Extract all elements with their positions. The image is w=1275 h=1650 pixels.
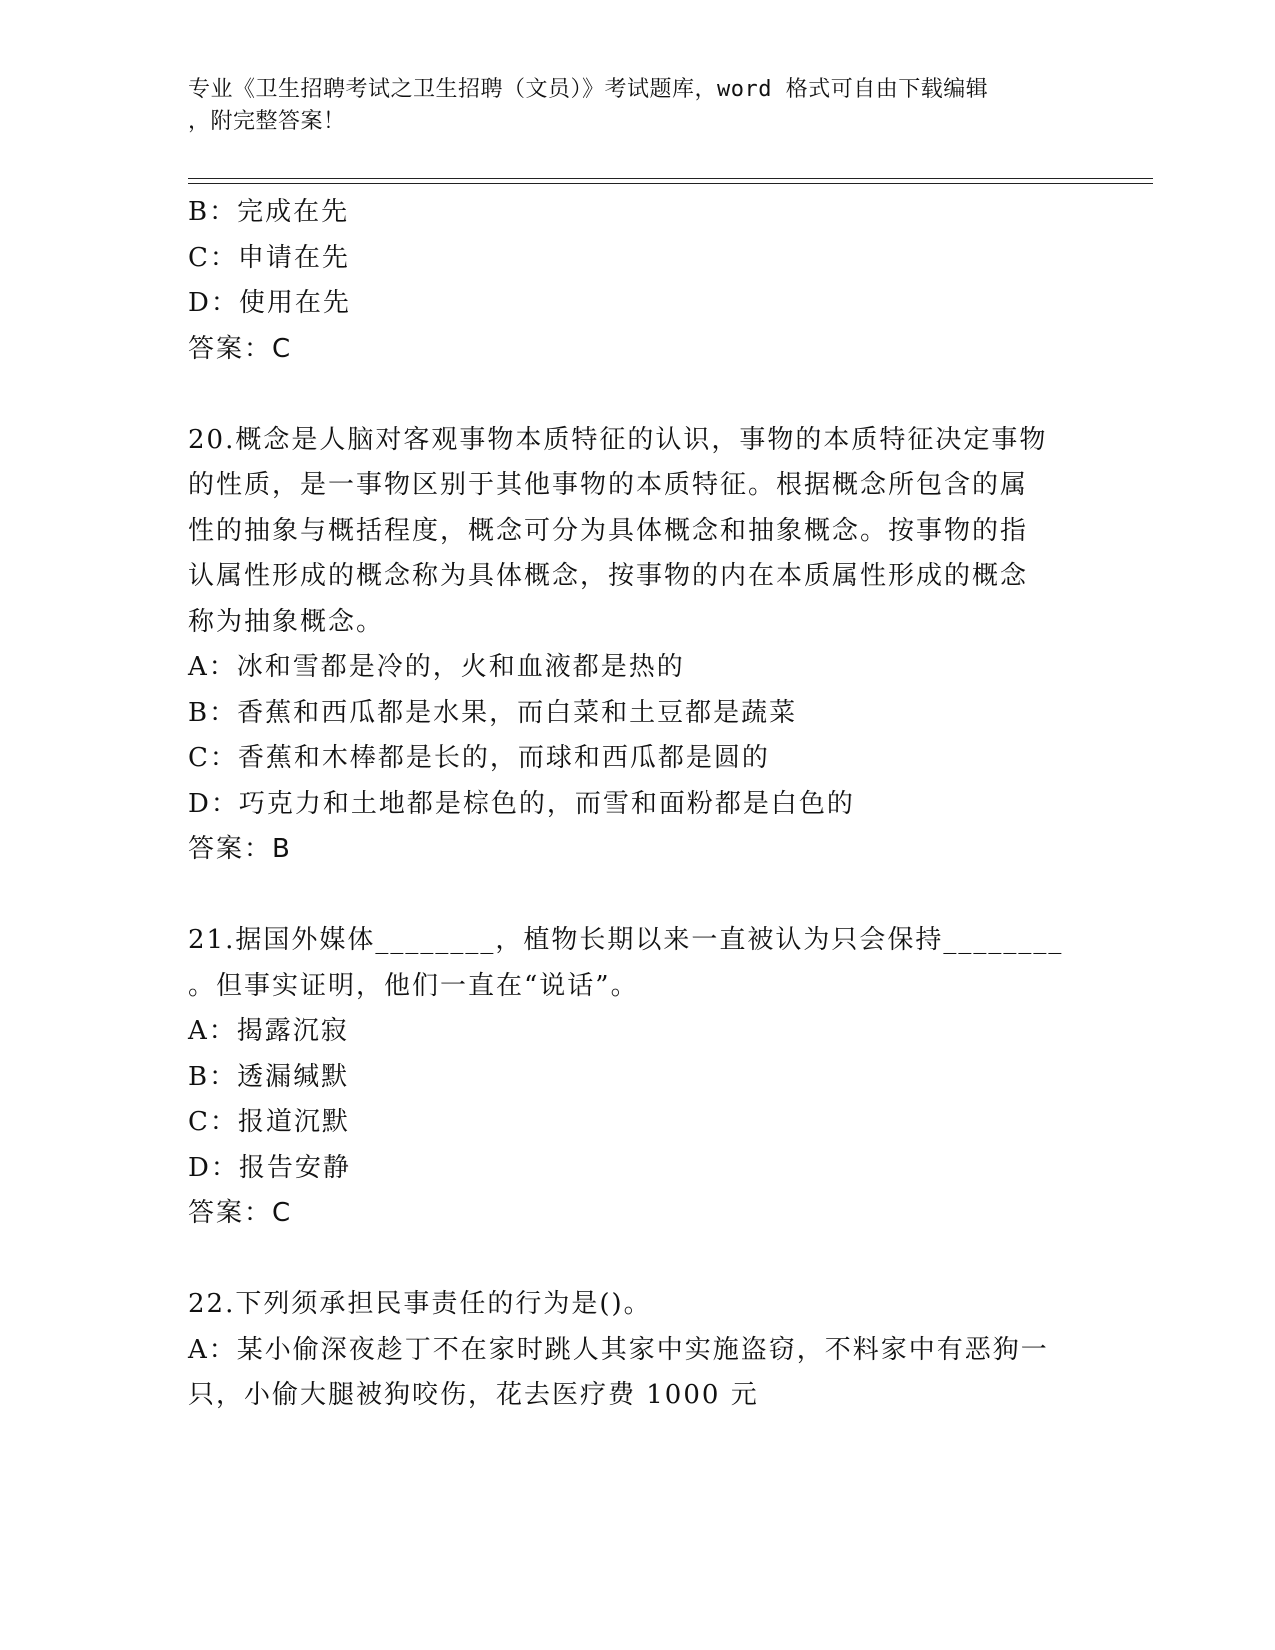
option-c: C：香蕉和木棒都是长的，而球和西瓜都是圆的 [188, 743, 770, 773]
question-content [188, 190, 1088, 1419]
question-22 [188, 1282, 1088, 1419]
header-line-1: 专业《卫生招聘考试之卫生招聘（文员）》考试题库，word 格式可自由下载编辑 [188, 77, 989, 102]
question-stem-line: 。但事实证明，他们一直在“说话”。 [188, 970, 639, 1001]
header-divider-bottom [188, 183, 1153, 184]
question-stem-line: 性的抽象与概括程度，概念可分为具体概念和抽象概念。按事物的指 [188, 515, 1029, 546]
question-stem-line: 称为抽象概念。 [188, 606, 385, 637]
option-b: B：香蕉和西瓜都是水果，而白菜和土豆都是蔬菜 [188, 697, 798, 728]
question-stem-line: 22.下列须承担民事责任的行为是()。 [188, 1289, 652, 1319]
prev-question [188, 190, 1088, 372]
header-divider-top [188, 178, 1153, 179]
document-header [188, 74, 1068, 138]
question-stem-line: 的性质，是一事物区别于其他事物的本质特征。根据概念所包含的属 [188, 470, 1029, 500]
spacer [188, 372, 1088, 418]
answer-line: 答案：C [188, 333, 293, 364]
option-a: A：揭露沉寂 [188, 1016, 349, 1046]
option-b: B：完成在先 [188, 197, 350, 227]
option-d: D：使用在先 [188, 288, 351, 318]
question-21 [188, 918, 1088, 1237]
option-d: D：巧克力和土地都是棕色的，而雪和面粉都是白色的 [188, 788, 855, 819]
question-20 [188, 418, 1088, 873]
option-d: D：报告安静 [188, 1152, 351, 1183]
question-stem-line: 21.据国外媒体________，植物长期以来一直被认为只会保持________ [188, 925, 1064, 955]
answer-line: 答案：C [188, 1198, 293, 1228]
option-a-continued: 只，小偷大腿被狗咬伤，花去医疗费 1000 元 [188, 1380, 759, 1410]
option-a: A：某小偷深夜趁丁不在家时跳人其家中实施盗窃，不料家中有恶狗一 [188, 1334, 1049, 1365]
option-b: B：透漏缄默 [188, 1061, 350, 1092]
option-a: A：冰和雪都是冷的，火和血液都是热的 [188, 652, 685, 682]
question-stem-line: 认属性形成的概念称为具体概念，按事物的内在本质属性形成的概念 [188, 561, 1029, 591]
option-c: C：申请在先 [188, 242, 350, 273]
spacer [188, 873, 1088, 919]
answer-line: 答案：B [188, 834, 292, 864]
question-stem-line: 20.概念是人脑对客观事物本质特征的认识，事物的本质特征决定事物 [188, 424, 1048, 455]
spacer [188, 1237, 1088, 1283]
option-c: C：报道沉默 [188, 1107, 350, 1137]
header-line-2: ，附完整答案！ [188, 109, 346, 134]
